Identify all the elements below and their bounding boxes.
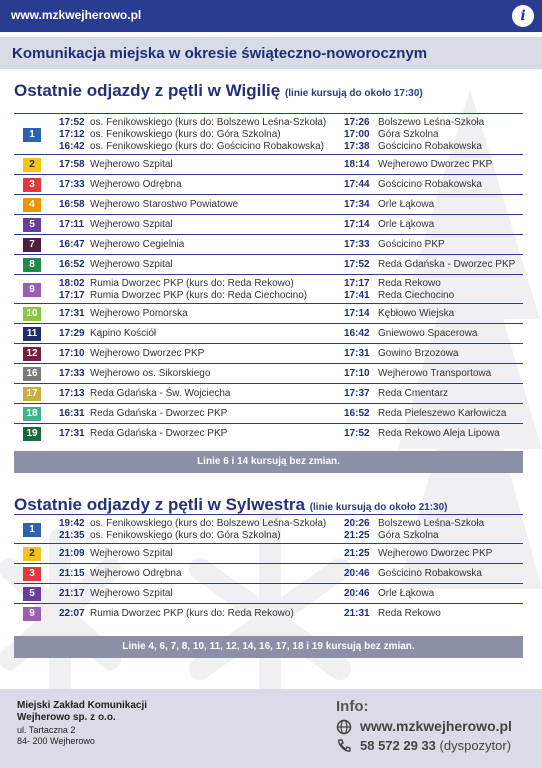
footer (0, 689, 542, 768)
line-badge: 7 (23, 238, 41, 252)
line-badge: 2 (23, 158, 41, 172)
left-stop-name: Reda Gdańska - Dworzec PKP (90, 428, 228, 439)
timetable-row (14, 113, 523, 155)
line-badge: 8 (23, 258, 41, 272)
left-departure-time: 16:42 (59, 140, 85, 152)
right-departure-time: 18:14 (344, 159, 370, 170)
right-stop-name: Gowino Brzozowa (378, 348, 459, 359)
right-departure-time: 17:26 (344, 116, 370, 128)
left-departure-time: 16:58 (59, 199, 85, 210)
left-departure-time: 18:02 (59, 277, 85, 289)
left-departure-time: 17:31 (59, 428, 85, 439)
left-stop-name: Wejherowo Dworzec PKP (90, 348, 205, 359)
line-badge: 11 (23, 327, 41, 341)
right-stop-name: Reda Rekowo (378, 608, 441, 619)
timetable-row (14, 154, 523, 175)
left-stop-name: Reda Gdańska - Dworzec PKP (90, 408, 228, 419)
right-departure-time: 17:52 (344, 259, 370, 270)
line-badge: 9 (23, 607, 41, 621)
left-stop-name: Wejherowo Cegielnia (90, 239, 185, 250)
left-stop-name: Wejherowo Szpital (90, 588, 173, 599)
line-badge: 16 (23, 367, 41, 381)
left-departure-time: 17:52 (59, 116, 85, 128)
right-stop-name: Reda Gdańska - Dworzec PKP (378, 259, 516, 270)
left-departure-time: 17:13 (59, 388, 85, 399)
left-stop-name: Rumia Dworzec PKP (kurs do: Reda Rekowo) (90, 608, 294, 619)
right-stop-name: Gościcino PKP (378, 239, 445, 250)
street-address: ul. Tartaczna 2 (17, 725, 76, 735)
timetable-row (14, 403, 523, 424)
right-departure-time: 17:41 (344, 289, 370, 301)
wigilia-note: Linie 6 i 14 kursują bez zmian. (14, 451, 523, 473)
line-badge: 18 (23, 407, 41, 421)
timetable-row (14, 363, 523, 384)
left-stop-name: os. Fenikowskiego (kurs do: Bolszewo Leśna-Szkoła) (90, 116, 327, 128)
timetable-row (14, 383, 523, 404)
sylwester-subtitle: (linie kursują do około 21:30) (309, 502, 448, 513)
timetable-row (14, 343, 523, 364)
timetable-row (14, 323, 523, 344)
right-departure-time: 21:25 (344, 548, 370, 559)
right-departure-time: 20:26 (344, 517, 370, 529)
right-stop-name: Orle Łąkowa (378, 199, 435, 210)
left-stop-name: Wejherowo Odrębna (90, 568, 182, 579)
info-icon[interactable]: i (512, 5, 534, 27)
left-stop-name: Wejherowo Szpital (90, 548, 173, 559)
right-departure-time: 21:25 (344, 529, 370, 541)
line-badge: 4 (23, 198, 41, 212)
left-departure-time: 17:33 (59, 179, 85, 190)
line-badge: 1 (23, 128, 41, 142)
left-stop-name: Wejherowo Starostwo Powiatowe (90, 199, 239, 210)
right-stop-name: Gościcino Robakowska (378, 568, 482, 579)
right-departure-time: 17:44 (344, 179, 370, 190)
line-badge: 5 (23, 218, 41, 232)
timetable-row (14, 423, 523, 444)
line-badge: 12 (23, 347, 41, 361)
right-stop-name: Gościcino Robakowska (378, 140, 482, 152)
line-badge: 3 (23, 178, 41, 192)
timetable-row (14, 194, 523, 215)
left-departure-time: 17:12 (59, 128, 85, 140)
globe-icon (336, 719, 352, 735)
timetable-row (14, 603, 523, 624)
right-departure-time: 17:17 (344, 277, 370, 289)
left-departure-time: 22:07 (59, 608, 85, 619)
timetable-row (14, 214, 523, 235)
right-departure-time: 17:14 (344, 308, 370, 319)
left-departure-time: 17:31 (59, 308, 85, 319)
timetable-row (14, 234, 523, 255)
left-departure-time: 17:17 (59, 289, 85, 301)
left-stop-name: os. Fenikowskiego (kurs do: Gościcino Robakowska) (90, 140, 324, 152)
left-departure-time: 21:15 (59, 568, 85, 579)
right-stop-name: Wejherowo Transportowa (378, 368, 492, 379)
left-stop-name: Wejherowo os. Sikorskiego (90, 368, 211, 379)
right-departure-time: 16:42 (344, 328, 370, 339)
wigilia-subtitle: (linie kursują do około 17:30) (284, 88, 423, 99)
left-stop-name: Rumia Dworzec PKP (kurs do: Reda Rekowo) (90, 277, 294, 289)
left-stop-name: os. Fenikowskiego (kurs do: Góra Szkolna) (90, 529, 281, 541)
right-stop-name: Reda Rekowo (378, 277, 441, 289)
right-stop-name: Bolszewo Leśna-Szkoła (378, 517, 485, 529)
timetable-row (14, 563, 523, 584)
phone-note: (dyspozytor) (439, 738, 512, 753)
city-address: 84- 200 Wejherowo (17, 736, 95, 746)
right-departure-time: 21:31 (344, 608, 370, 619)
right-stop-name: Góra Szkolna (378, 128, 439, 140)
left-stop-name: Wejherowo Szpital (90, 219, 173, 230)
timetable-row (14, 254, 523, 275)
left-stop-name: Wejherowo Szpital (90, 259, 173, 270)
line-badge: 17 (23, 387, 41, 401)
timetable-row (14, 514, 523, 544)
timetable-row (14, 543, 523, 564)
right-stop-name: Góra Szkolna (378, 529, 439, 541)
right-stop-name: Gościcino Robakowska (378, 179, 482, 190)
right-departure-time: 20:46 (344, 588, 370, 599)
left-departure-time: 21:09 (59, 548, 85, 559)
phone-icon (336, 738, 352, 754)
footer-website-link[interactable]: www.mzkwejherowo.pl (360, 718, 512, 734)
phone-number[interactable]: 58 572 29 33 (dyspozytor) (360, 738, 512, 753)
left-departure-time: 21:17 (59, 588, 85, 599)
left-stop-name: Wejherowo Pomorska (90, 308, 188, 319)
top-bar (0, 0, 542, 32)
right-stop-name: Orle Łąkowa (378, 219, 435, 230)
left-departure-time: 21:35 (59, 529, 85, 541)
left-departure-time: 16:47 (59, 239, 85, 250)
left-departure-time: 17:11 (59, 219, 85, 230)
company-name: Miejski Zakład Komunikacji (17, 700, 148, 711)
timetable-row (14, 174, 523, 195)
right-stop-name: Kębłowo Wiejska (378, 308, 455, 319)
sylwester-title: Ostatnie odjazdy z pętli w Sylwestra (linie kursują do około 21:30) (14, 495, 448, 514)
left-stop-name: Kąpino Kościół (90, 328, 157, 339)
left-stop-name: Rumia Dworzec PKP (kurs do: Reda Ciechocino) (90, 289, 308, 301)
timetable-row (14, 274, 523, 304)
timetable-row (14, 583, 523, 604)
line-badge: 2 (23, 547, 41, 561)
right-stop-name: Reda Cmentarz (378, 388, 449, 399)
right-departure-time: 17:33 (344, 239, 370, 250)
right-departure-time: 17:14 (344, 219, 370, 230)
right-stop-name: Reda Ciechocino (378, 289, 455, 301)
line-badge: 5 (23, 587, 41, 601)
line-badge: 9 (23, 283, 41, 297)
right-stop-name: Wejherowo Dworzec PKP (378, 548, 493, 559)
line-badge: 19 (23, 427, 41, 441)
line-badge: 1 (23, 523, 41, 537)
line-badge: 3 (23, 567, 41, 581)
left-stop-name: Reda Gdańska - Św. Wojciecha (90, 388, 231, 399)
left-departure-time: 17:29 (59, 328, 85, 339)
left-departure-time: 16:52 (59, 259, 85, 270)
right-departure-time: 16:52 (344, 408, 370, 419)
left-stop-name: Wejherowo Szpital (90, 159, 173, 170)
left-departure-time: 17:10 (59, 348, 85, 359)
left-stop-name: Wejherowo Odrębna (90, 179, 182, 190)
right-stop-name: Orle Łąkowa (378, 588, 435, 599)
right-departure-time: 17:34 (344, 199, 370, 210)
right-departure-time: 17:10 (344, 368, 370, 379)
right-departure-time: 17:38 (344, 140, 370, 152)
left-departure-time: 16:31 (59, 408, 85, 419)
left-departure-time: 19:42 (59, 517, 85, 529)
left-departure-time: 17:58 (59, 159, 85, 170)
banner (0, 37, 542, 69)
right-stop-name: Bolszewo Leśna-Szkoła (378, 116, 485, 128)
company-name-line2: Wejherowo sp. z o.o. (17, 712, 116, 723)
right-departure-time: 17:37 (344, 388, 370, 399)
line-badge: 10 (23, 307, 41, 321)
left-stop-name: os. Fenikowskiego (kurs do: Góra Szkolna) (90, 128, 281, 140)
website-link[interactable]: www.mzkwejherowo.pl (11, 8, 142, 22)
right-stop-name: Gniewowo Spacerowa (378, 328, 478, 339)
info-label: Info: (336, 698, 369, 715)
right-departure-time: 20:46 (344, 568, 370, 579)
right-departure-time: 17:00 (344, 128, 370, 140)
right-departure-time: 17:52 (344, 428, 370, 439)
wigilia-title: Ostatnie odjazdy z pętli w Wigilię (linie kursują do około 17:30) (14, 81, 423, 100)
left-stop-name: os. Fenikowskiego (kurs do: Bolszewo Leśna-Szkoła) (90, 517, 327, 529)
sylwester-note: Linie 4, 6, 7, 8, 10, 11, 12, 14, 16, 17, 18 i 19 kursują bez zmian. (14, 636, 523, 658)
right-stop-name: Reda Pieleszewo Karłowicza (378, 408, 507, 419)
timetable-row (14, 303, 523, 324)
right-departure-time: 17:31 (344, 348, 370, 359)
banner-title: Komunikacja miejska w okresie świąteczno-noworocznym (12, 45, 428, 62)
right-stop-name: Reda Rekowo Aleja Lipowa (378, 428, 500, 439)
left-departure-time: 17:33 (59, 368, 85, 379)
right-stop-name: Wejherowo Dworzec PKP (378, 159, 493, 170)
